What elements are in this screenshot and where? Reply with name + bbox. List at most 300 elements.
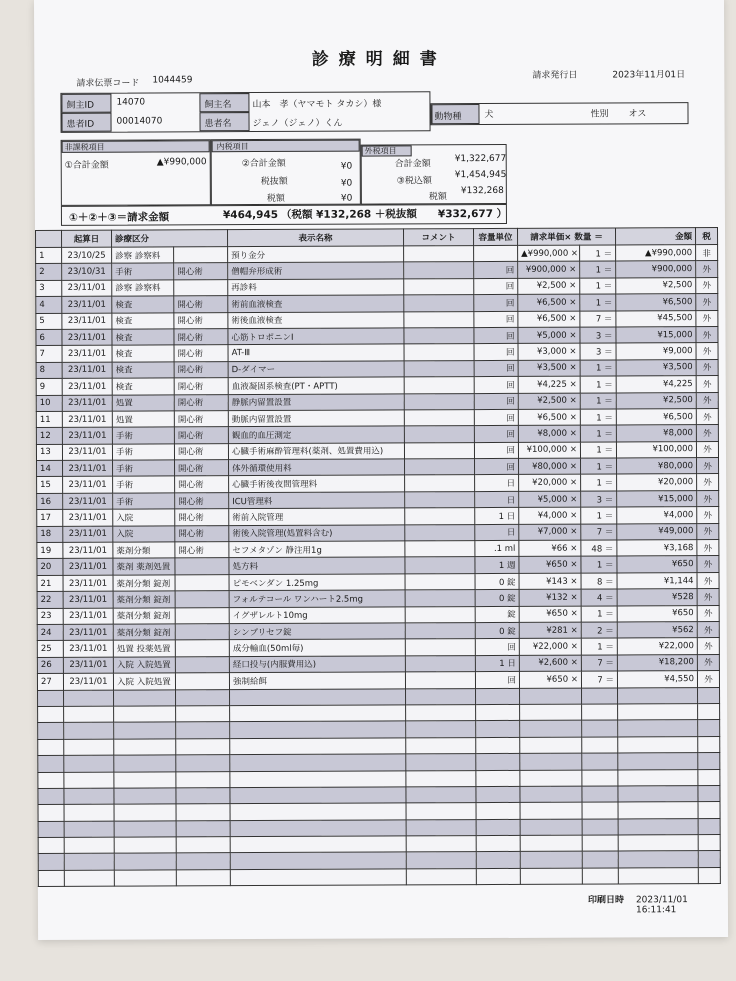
row-number (38, 706, 64, 723)
row-item-name (230, 688, 406, 705)
row-date: 23/11/01 (63, 493, 113, 510)
row-amount (618, 687, 698, 704)
owner-name: 山本 孝（ヤマモト タカシ）様 (252, 99, 382, 111)
row-quantity: 7 ＝ (581, 655, 617, 672)
row-item-name (230, 836, 406, 853)
row-unit-price (520, 802, 582, 819)
row-quantity: 1 ＝ (580, 425, 616, 442)
row-comment (406, 868, 476, 885)
row-amount: ¥4,000 (617, 507, 697, 524)
row-number: 4 (36, 297, 62, 314)
row-comment (404, 409, 474, 426)
row-tax-type (698, 687, 720, 703)
row-number (38, 788, 64, 805)
row-tax-type (698, 802, 720, 818)
row-date: 23/11/01 (62, 313, 112, 330)
row-amount: ¥9,000 (616, 343, 696, 360)
row-comment (405, 508, 475, 525)
row-item-name: フォルテコール ワンハート2.5mg (229, 590, 405, 607)
issue-date-label: 請求発行日 (532, 70, 578, 81)
row-comment (404, 442, 474, 459)
row-unit: 日 (475, 524, 519, 541)
row-subcategory (176, 755, 230, 772)
row-number: 10 (36, 395, 62, 412)
row-tax-type: 外 (696, 441, 718, 457)
row-unit-price: ¥4,000 × (519, 507, 581, 524)
row-category: 検査 (112, 329, 174, 346)
row-category: 処置 投薬処置 (113, 640, 175, 657)
grand-total-label: ①＋②＋③＝請求金額 (68, 211, 170, 224)
row-unit: 回 (474, 393, 518, 410)
row-unit-price: ¥22,000 × (519, 638, 581, 655)
row-unit (476, 688, 520, 705)
row-unit-price (520, 688, 582, 705)
header-price-qty: 請求単価× 数量 ＝ (518, 228, 616, 245)
extax-total-label: 合計金額 (394, 159, 431, 170)
row-unit: 回 (474, 278, 518, 295)
row-item-name (230, 869, 406, 886)
owner-id: 14070 (116, 97, 146, 108)
row-comment (406, 803, 476, 820)
row-category: 薬剤分類 錠剤 (113, 624, 175, 641)
row-item-name (230, 852, 406, 869)
row-category: 手術 (113, 460, 175, 477)
row-unit-price: ¥143 × (519, 573, 581, 590)
row-number: 27 (37, 674, 63, 691)
intax-label: 内税項目 (216, 142, 249, 152)
row-comment (406, 786, 476, 803)
row-quantity: 1 ＝ (580, 360, 616, 377)
row-category (114, 870, 176, 887)
row-unit: 1 日 (475, 655, 519, 672)
row-tax-type (698, 818, 720, 834)
row-comment (406, 836, 476, 853)
header-unit: 容量単位 (474, 228, 518, 245)
row-tax-type: 外 (696, 425, 718, 441)
row-item-name: 動脈内留置設置 (228, 410, 404, 427)
row-date: 23/10/31 (62, 264, 112, 281)
row-unit-price: ¥6,500 × (518, 311, 580, 328)
row-date: 23/11/01 (63, 591, 113, 608)
row-category (114, 853, 176, 870)
row-amount: ¥6,500 (616, 294, 696, 311)
row-item-name: 処方料 (229, 557, 405, 574)
header-tax: 税 (696, 228, 718, 245)
row-number: 7 (36, 346, 62, 363)
row-amount (618, 818, 698, 835)
row-quantity (582, 704, 618, 721)
row-subcategory: 開心術 (175, 460, 229, 477)
row-tax-type: 外 (696, 261, 718, 277)
row-subcategory (175, 624, 229, 641)
row-unit: 回 (474, 344, 518, 361)
row-date (64, 755, 114, 772)
row-item-name: 術後入院管理(処置料含む) (229, 525, 405, 542)
row-tax-type (698, 753, 720, 769)
row-quantity (582, 786, 618, 803)
row-subcategory: 開心術 (174, 329, 228, 346)
row-number: 15 (37, 477, 63, 494)
extax-tax-label: 税額 (428, 192, 447, 203)
row-tax-type: 外 (696, 343, 718, 359)
row-amount (618, 769, 698, 786)
row-quantity (582, 688, 618, 705)
row-amount: ¥3,500 (616, 359, 696, 376)
row-amount (618, 802, 698, 819)
row-category: 検査 (112, 345, 174, 362)
row-category: 入院 (113, 509, 175, 526)
row-subcategory: 開心術 (174, 443, 228, 460)
row-category: 診察 診察料 (112, 280, 174, 297)
extax-incl-label: ③税込額 (396, 176, 432, 187)
row-unit (476, 753, 520, 770)
row-date: 23/10/25 (62, 247, 112, 264)
row-unit-price: ¥2,600 × (519, 655, 581, 672)
row-number: 9 (36, 379, 62, 396)
row-unit (476, 852, 520, 869)
row-quantity (582, 802, 618, 819)
header-date: 起算日 (62, 230, 112, 247)
row-tax-type (698, 703, 720, 719)
row-number: 26 (37, 657, 63, 674)
row-comment (406, 770, 476, 787)
row-category: 薬剤分類 錠剤 (113, 591, 175, 608)
row-amount: ¥6,500 (616, 409, 696, 426)
row-amount (618, 851, 698, 868)
row-category: 検査 (112, 362, 174, 379)
row-category: 薬剤 薬剤処置 (113, 558, 175, 575)
row-tax-type: 外 (697, 523, 719, 539)
row-amount: ¥650 (617, 556, 697, 573)
row-date: 23/11/01 (62, 280, 112, 297)
row-comment (406, 819, 476, 836)
row-unit-price: ¥650 × (519, 557, 581, 574)
row-quantity (582, 835, 618, 852)
patient-id-label: 患者ID (66, 119, 95, 130)
row-subcategory: 開心術 (174, 263, 228, 280)
row-tax-type: 外 (696, 277, 718, 293)
row-item-name (230, 820, 406, 837)
row-quantity: 1 ＝ (581, 507, 617, 524)
row-date: 23/11/01 (63, 477, 113, 494)
intax-total-label: ②合計金額 (241, 158, 286, 170)
row-number: 5 (36, 313, 62, 330)
row-quantity (582, 753, 618, 770)
row-subcategory (176, 869, 230, 886)
row-item-name: シンプリセフ錠 (229, 623, 405, 640)
row-number (38, 870, 64, 887)
row-quantity (582, 868, 618, 885)
row-item-name: 血液凝固系検査(PT・APTT) (228, 377, 404, 394)
row-subcategory (175, 558, 229, 575)
slip-code: 1044459 (152, 75, 193, 86)
invoice-paper (34, 0, 728, 940)
row-subcategory (176, 738, 230, 755)
row-subcategory: 開心術 (175, 542, 229, 559)
row-subcategory (176, 820, 230, 837)
row-quantity: 8 ＝ (581, 573, 617, 590)
row-comment (405, 655, 475, 672)
row-tax-type: 外 (697, 556, 719, 572)
row-unit: 回 (474, 295, 518, 312)
row-comment (404, 360, 474, 377)
row-unit-price (520, 770, 582, 787)
row-number: 12 (36, 428, 62, 445)
row-subcategory: 開心術 (174, 378, 228, 395)
row-subcategory: 開心術 (174, 312, 228, 329)
row-item-name: イグザレルト10mg (229, 606, 405, 623)
line-items-table (35, 227, 721, 887)
row-date: 23/11/01 (62, 329, 112, 346)
row-date (64, 870, 114, 887)
row-category: 処置 (112, 411, 174, 428)
row-unit-price: ¥6,500 × (518, 409, 580, 426)
row-date: 23/11/01 (63, 509, 113, 526)
row-number (38, 723, 64, 740)
row-quantity: 2 ＝ (581, 622, 617, 639)
row-date (64, 722, 114, 739)
row-amount: ¥1,144 (617, 572, 697, 589)
row-item-name: ICU管理料 (229, 492, 405, 509)
row-tax-type: 外 (696, 294, 718, 310)
row-subcategory (176, 837, 230, 854)
row-comment (405, 623, 475, 640)
row-date: 23/11/01 (63, 673, 113, 690)
row-unit: 回 (474, 311, 518, 328)
row-category (114, 722, 176, 739)
row-date (64, 739, 114, 756)
row-category: 検査 (112, 296, 174, 313)
row-quantity (582, 737, 618, 754)
row-tax-type: 外 (697, 671, 719, 687)
row-unit: 回 (475, 639, 519, 656)
row-unit: 回 (474, 409, 518, 426)
row-tax-type: 外 (697, 474, 719, 490)
row-date (64, 772, 114, 789)
row-category: 入院 (113, 526, 175, 543)
owner-name-label: 飼主名 (204, 100, 232, 111)
row-category (114, 739, 176, 756)
row-tax-type: 外 (696, 359, 718, 375)
row-comment (404, 377, 474, 394)
row-subcategory (175, 656, 229, 673)
row-item-name: セフメタゾン 静注用1g (229, 541, 405, 558)
header-amount: 金額 (616, 228, 696, 245)
row-subcategory (176, 689, 230, 706)
row-category: 手術 (112, 263, 174, 280)
row-comment (404, 393, 474, 410)
extax-label: 外税項目 (364, 146, 397, 156)
row-quantity: 7 ＝ (580, 311, 616, 328)
row-unit: 回 (475, 672, 519, 689)
row-unit-price (520, 868, 582, 885)
row-quantity: 7 ＝ (581, 524, 617, 541)
row-number: 19 (37, 542, 63, 559)
row-category: 手術 (112, 427, 174, 444)
row-unit: 日 (475, 491, 519, 508)
row-quantity: 1 ＝ (581, 556, 617, 573)
row-date: 23/11/01 (63, 608, 113, 625)
row-unit (476, 704, 520, 721)
row-date (64, 706, 114, 723)
row-date: 23/11/01 (63, 526, 113, 543)
row-subcategory: 開心術 (174, 296, 228, 313)
row-unit: 回 (474, 327, 518, 344)
row-date: 23/11/01 (63, 559, 113, 576)
row-comment (405, 672, 475, 689)
row-unit: 回 (474, 360, 518, 377)
row-category (114, 771, 176, 788)
row-amount: ¥8,000 (616, 425, 696, 442)
row-quantity: 7 ＝ (581, 671, 617, 688)
row-tax-type (698, 720, 720, 736)
row-comment (406, 705, 476, 722)
patient-name: ジェノ（ジェノ）くん (252, 118, 343, 130)
row-comment (405, 557, 475, 574)
row-subcategory (174, 279, 228, 296)
row-item-name: 静脈内留置設置 (228, 393, 404, 410)
row-category (114, 706, 176, 723)
row-tax-type (698, 769, 720, 785)
row-quantity: 1 ＝ (580, 261, 616, 278)
row-item-name: 体外循環使用料 (229, 459, 405, 476)
row-unit-price (520, 819, 582, 836)
row-comment (404, 426, 474, 443)
row-number: 11 (36, 411, 62, 428)
row-quantity: 1 ＝ (581, 606, 617, 623)
row-subcategory (175, 673, 229, 690)
row-quantity (582, 769, 618, 786)
row-number: 18 (37, 526, 63, 543)
row-tax-type (698, 867, 720, 883)
row-unit-price: ¥2,500 × (518, 278, 580, 295)
row-quantity: 1 ＝ (580, 409, 616, 426)
row-unit: 回 (474, 262, 518, 279)
row-date: 23/11/01 (63, 460, 113, 477)
row-date: 23/11/01 (63, 657, 113, 674)
nontax-total-label: ①合計金額 (64, 160, 109, 171)
row-subcategory (176, 853, 230, 870)
intax-total: ¥0 (340, 161, 353, 172)
row-item-name: 観血的血圧測定 (228, 426, 404, 443)
row-subcategory (176, 804, 230, 821)
row-quantity: 3 ＝ (580, 327, 616, 344)
row-unit-price (520, 737, 582, 754)
row-unit: 0 錠 (475, 573, 519, 590)
row-item-name: 預り金分 (228, 246, 404, 263)
row-unit-price (520, 753, 582, 770)
row-unit-price: ¥900,000 × (518, 262, 580, 279)
row-amount: ¥15,000 (616, 327, 696, 344)
row-subcategory (175, 591, 229, 608)
row-subcategory: 開心術 (175, 493, 229, 510)
extax-incl: ¥1,454,945 (454, 169, 507, 181)
row-tax-type: 外 (697, 654, 719, 670)
row-item-name (230, 787, 406, 804)
row-tax-type: 外 (697, 638, 719, 654)
row-unit: 0 錠 (475, 590, 519, 607)
row-unit (476, 786, 520, 803)
row-quantity: 3 ＝ (580, 343, 616, 360)
row-comment (405, 639, 475, 656)
row-number: 3 (36, 280, 62, 297)
row-tax-type (698, 785, 720, 801)
row-unit-price: ¥2,500 × (518, 393, 580, 410)
row-unit-price (520, 720, 582, 737)
row-unit-price: ¥132 × (519, 589, 581, 606)
row-unit: 日 (475, 475, 519, 492)
row-subcategory: 開心術 (174, 427, 228, 444)
row-date (64, 788, 114, 805)
row-category: 処置 (112, 394, 174, 411)
row-subcategory (176, 722, 230, 739)
row-amount (618, 835, 698, 852)
intax-excl: ¥0 (340, 178, 353, 189)
row-amount: ¥100,000 (616, 441, 696, 458)
row-item-name: 経口投与(内服費用込) (229, 656, 405, 673)
row-unit: 回 (475, 458, 519, 475)
row-tax-type: 外 (696, 310, 718, 326)
row-comment (404, 344, 474, 361)
row-quantity: 1 ＝ (580, 278, 616, 295)
row-unit-price: ¥66 × (519, 540, 581, 557)
row-amount: ¥49,000 (617, 523, 697, 540)
row-tax-type: 外 (696, 376, 718, 392)
species: 犬 (484, 109, 494, 121)
row-quantity: 1 ＝ (581, 474, 617, 491)
row-amount (618, 753, 698, 770)
row-number: 14 (37, 460, 63, 477)
row-date (64, 690, 114, 707)
row-tax-type: 外 (696, 392, 718, 408)
row-comment (405, 475, 475, 492)
row-number: 8 (36, 362, 62, 379)
row-unit-price: ¥7,000 × (519, 524, 581, 541)
row-tax-type: 非 (696, 245, 718, 261)
row-number: 13 (36, 444, 62, 461)
row-unit: 錠 (475, 606, 519, 623)
patient-id: 00014070 (116, 116, 163, 127)
row-unit (476, 819, 520, 836)
row-amount: ¥562 (617, 622, 697, 639)
grand-total: ¥464,945 (222, 208, 279, 222)
row-tax-type: 外 (697, 490, 719, 506)
row-amount: ¥15,000 (617, 490, 697, 507)
row-unit: 回 (474, 442, 518, 459)
row-number: 25 (37, 641, 63, 658)
row-number: 23 (37, 608, 63, 625)
extax-total: ¥1,322,677 (454, 153, 507, 165)
row-subcategory (175, 574, 229, 591)
row-amount: ¥4,225 (616, 376, 696, 393)
row-quantity: 1 ＝ (581, 458, 617, 475)
row-tax-type (698, 736, 720, 752)
row-number: 6 (36, 329, 62, 346)
row-category (114, 804, 176, 821)
row-comment (405, 524, 475, 541)
row-quantity: 1 ＝ (580, 245, 616, 262)
row-comment (404, 246, 474, 263)
row-comment (405, 606, 475, 623)
row-tax-type: 外 (697, 622, 719, 638)
row-tax-type: 外 (697, 589, 719, 605)
row-date (64, 837, 114, 854)
row-item-name: D-ダイマー (228, 361, 404, 378)
row-subcategory: 開心術 (174, 345, 228, 362)
row-unit (476, 770, 520, 787)
row-item-name (230, 770, 406, 787)
row-date (64, 821, 114, 838)
